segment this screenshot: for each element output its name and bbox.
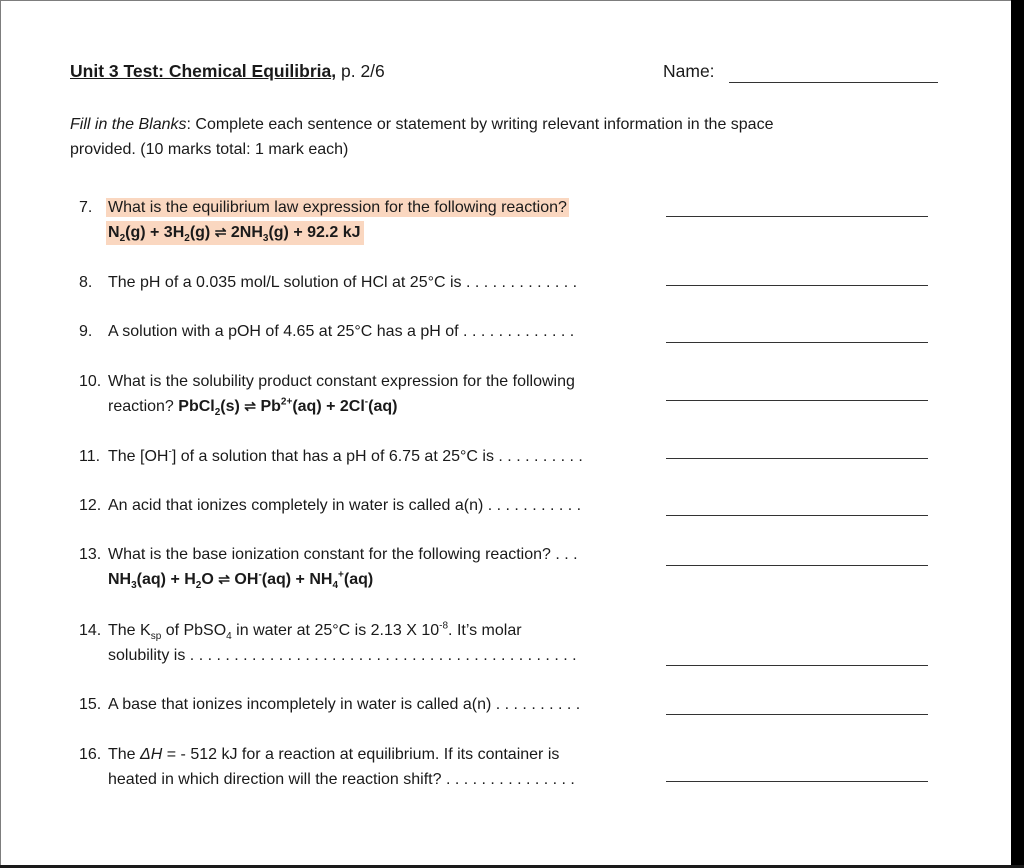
question-9-text: A solution with a pOH of 4.65 at 25°C has a pH of . . . . . . . . . . . . . — [108, 323, 575, 340]
answer-line-8[interactable] — [666, 285, 928, 286]
question-number: 14. — [79, 622, 102, 639]
answer-line-13[interactable] — [666, 565, 928, 566]
name-blank-line[interactable] — [729, 82, 938, 83]
question-13-equation: $NH_3(aq) + H_2O$ ⇌ $OH^-(aq) + NH_4^+(aq)$ — [108, 569, 374, 592]
question-number: 10. — [79, 373, 102, 390]
answer-line-16[interactable] — [666, 781, 928, 782]
question-10-equation: reaction? PbCl$_2$(s) ⇌ $Pb^{2+}(aq) + 2Cl^-(aq)$ — [108, 396, 398, 419]
question-number: 8. — [79, 274, 93, 291]
question-7-equation: $N_2(g) + 3H_2(g)$ ⇌ $2NH_3(g) + 92.2$ kJ — [108, 224, 364, 242]
question-8-text: The pH of a 0.035 mol/L solution of HCl at 25°C is . . . . . . . . . . . . . — [108, 274, 578, 291]
question-number: 15. — [79, 696, 102, 713]
question-15-text: A base that ionizes incompletely in water is called a(n) . . . . . . . . . . — [108, 696, 581, 713]
instructions-line-2: provided. (10 marks total: 1 mark each) — [70, 141, 349, 158]
question-11-text: The [OH-] of a solution that has a pH of 6.75 at 25°C is . . . . . . . . . . — [108, 446, 583, 465]
question-14-text: The $K_{sp}$ of PbSO$_4$ in water at 25°C is 2.13 X $10^{-8}$. It’s molar — [108, 620, 522, 643]
question-number: 16. — [79, 746, 102, 763]
window-edge-right — [1011, 0, 1024, 868]
question-10-text: What is the solubility product constant expression for the following — [108, 373, 575, 390]
answer-line-10[interactable] — [666, 400, 928, 401]
question-16-text-line-2: heated in which direction will the reaction shift? . . . . . . . . . . . . . . . — [108, 771, 575, 788]
name-label: Name: — [663, 61, 715, 81]
question-13-text: What is the base ionization constant for the following reaction? . . . — [108, 546, 578, 563]
question-number: 13. — [79, 546, 102, 563]
answer-line-15[interactable] — [666, 714, 928, 715]
question-14-text-line-2: solubility is . . . . . . . . . . . . . . . . . . . . . . . . . . . . . . . . . . . . . . . . . . . . — [108, 647, 577, 664]
question-number: 7. — [79, 199, 93, 216]
question-16-text: The ΔH = - 512 kJ for a reaction at equilibrium. If its container is — [108, 746, 560, 763]
answer-line-9[interactable] — [666, 342, 928, 343]
instructions-line-1: Fill in the Blanks: Complete each sentence or statement by writing relevant information in the space — [70, 116, 774, 133]
question-number: 11. — [79, 448, 101, 465]
answer-line-11[interactable] — [666, 458, 928, 459]
question-number: 12. — [79, 497, 102, 514]
answer-line-14[interactable] — [666, 665, 928, 666]
answer-line-12[interactable] — [666, 515, 928, 516]
question-12-text: An acid that ionizes completely in water is called a(n) . . . . . . . . . . . — [108, 497, 582, 514]
page-title: Unit 3 Test: Chemical Equilibria, p. 2/6 — [70, 61, 385, 81]
question-7-text: What is the equilibrium law expression for the following reaction? — [108, 199, 567, 216]
answer-line-7[interactable] — [666, 216, 928, 217]
question-number: 9. — [79, 323, 93, 340]
